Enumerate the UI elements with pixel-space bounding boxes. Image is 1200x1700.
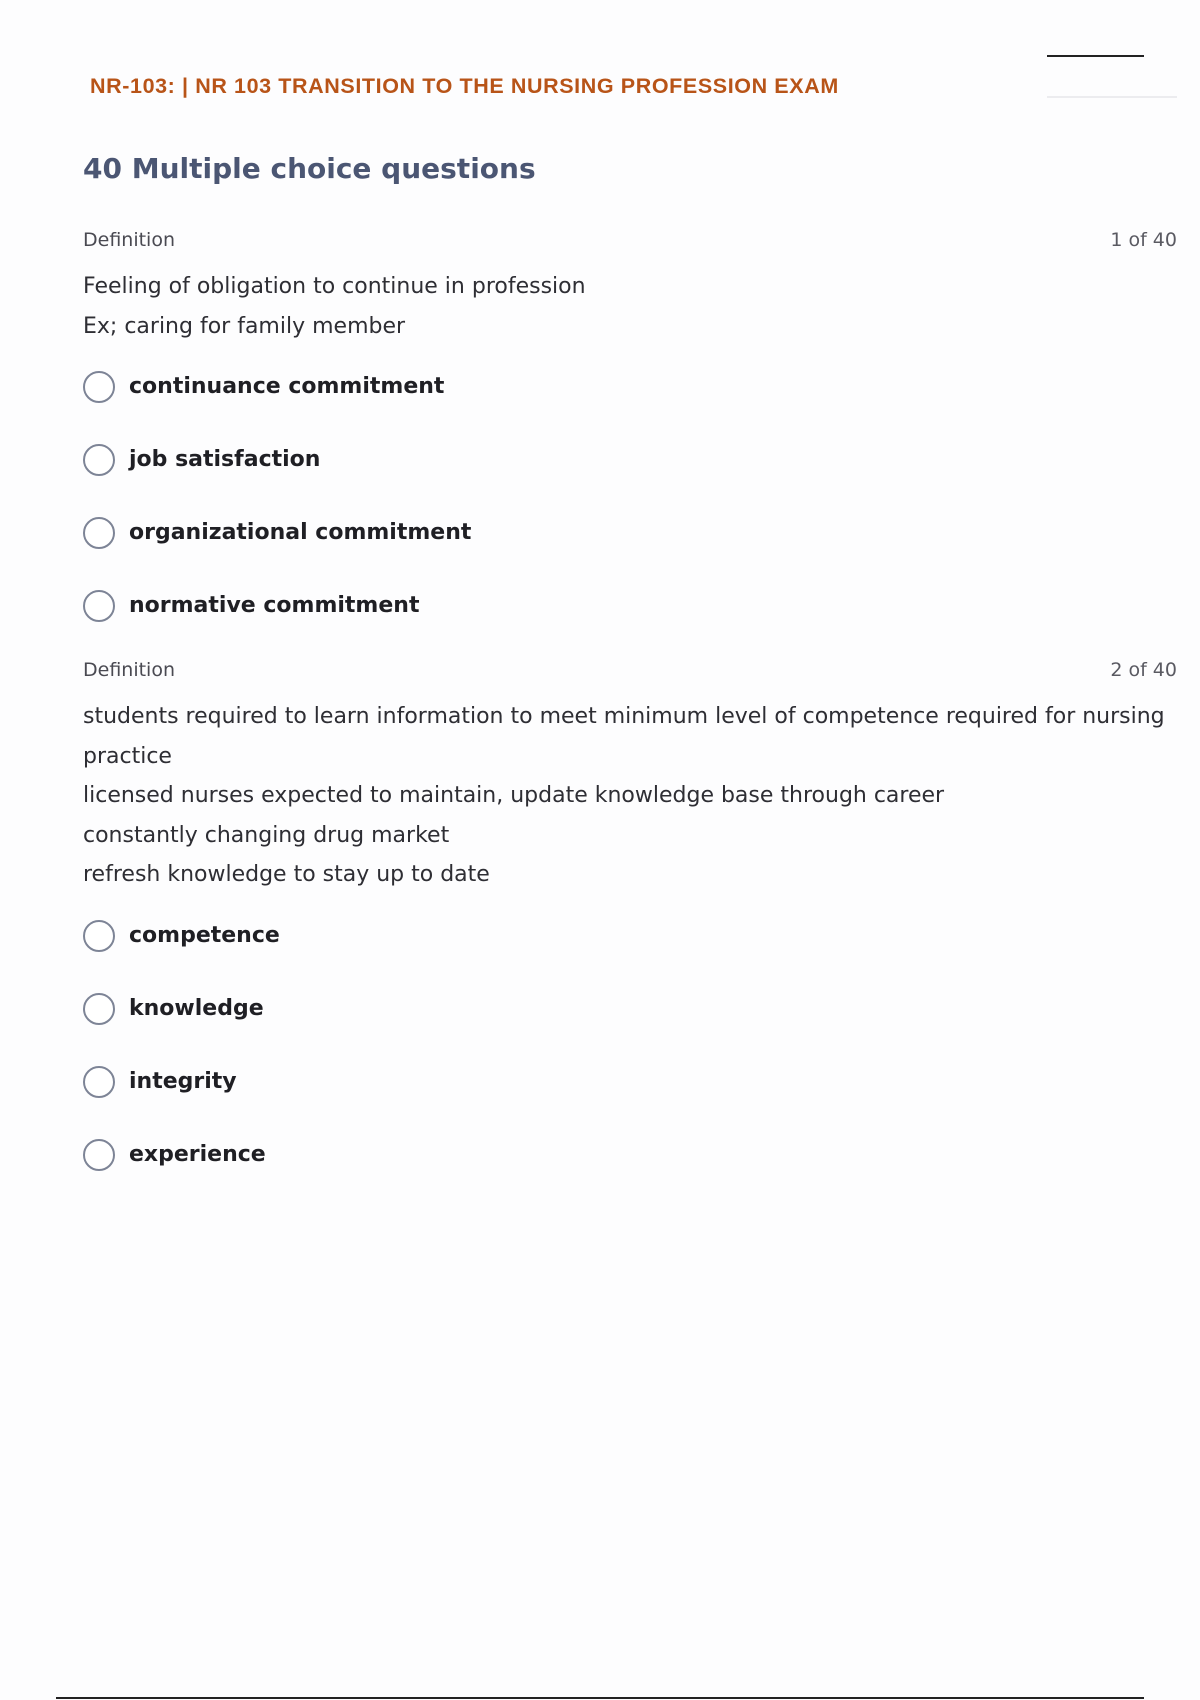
answer-option[interactable] [83, 1065, 1177, 1138]
question-type-label: Definition [83, 229, 176, 251]
question-text [83, 267, 1177, 346]
radio-button[interactable] [83, 517, 115, 549]
answer-option-label: normative commitment [129, 593, 420, 618]
answer-option[interactable] [83, 1138, 1177, 1211]
question-line: licensed nurses expected to maintain, update knowledge base through career [83, 783, 945, 808]
answer-option[interactable] [83, 992, 1177, 1065]
radio-button[interactable] [83, 993, 115, 1025]
answer-option-label: experience [129, 1141, 266, 1167]
top-rule [1047, 55, 1144, 57]
question-counter: 2 of 40 [1110, 659, 1177, 681]
radio-button[interactable] [83, 920, 115, 952]
radio-button[interactable] [83, 444, 115, 476]
answer-option-label: job satisfaction [129, 447, 321, 472]
answer-option[interactable] [83, 919, 1177, 992]
question-counter: 1 of 40 [1110, 229, 1177, 251]
answer-option[interactable] [83, 370, 1177, 443]
question-line: constantly changing drug market [83, 822, 450, 848]
answer-option-label: organizational commitment [129, 520, 472, 545]
question-1 [83, 229, 1177, 662]
section-title: 40 Multiple choice questions [83, 152, 536, 185]
radio-button[interactable] [83, 590, 115, 622]
answer-option[interactable] [83, 443, 1177, 516]
top-rule-faint [1047, 96, 1177, 98]
question-text [83, 697, 1177, 895]
answer-option-label: continuance commitment [129, 374, 445, 399]
radio-button[interactable] [83, 371, 115, 403]
question-type-label: Definition [83, 659, 176, 681]
question-line: Feeling of obligation to continue in profession [83, 274, 586, 299]
document-header: NR-103: | NR 103 TRANSITION TO THE NURSING PROFESSION EXAM [90, 74, 839, 98]
answer-option[interactable] [83, 589, 1177, 662]
question-meta [83, 229, 1177, 255]
answer-option[interactable] [83, 516, 1177, 589]
answer-options [83, 919, 1177, 1211]
answer-option-label: competence [129, 922, 280, 948]
question-line: Ex; caring for family member [83, 313, 406, 339]
answer-option-label: integrity [129, 1068, 237, 1094]
radio-button[interactable] [83, 1139, 115, 1171]
footer-rule [56, 1697, 1144, 1699]
answer-option-label: knowledge [129, 995, 264, 1021]
question-line: refresh knowledge to stay up to date [83, 862, 490, 887]
question-line: students required to learn information to meet minimum level of competence required for nursing practice [83, 704, 1165, 769]
question-2 [83, 659, 1177, 1211]
question-meta [83, 659, 1177, 685]
radio-button[interactable] [83, 1066, 115, 1098]
answer-options [83, 370, 1177, 662]
